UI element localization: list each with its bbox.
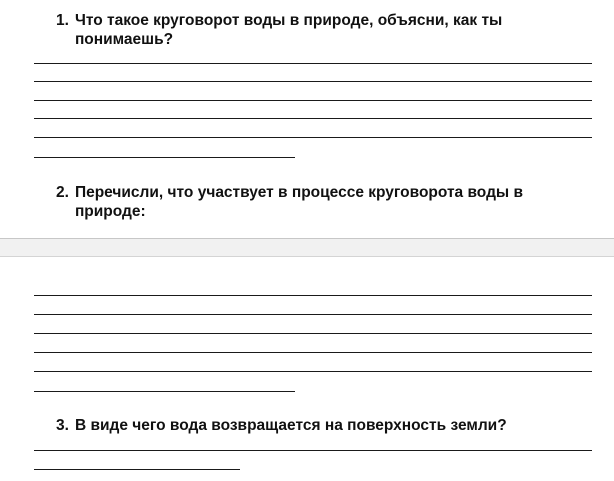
question-number: 3. bbox=[56, 417, 69, 434]
answer-line[interactable] bbox=[34, 469, 240, 470]
answer-line[interactable] bbox=[34, 391, 295, 392]
answer-line[interactable] bbox=[34, 157, 295, 158]
question-text: В виде чего вода возвращается на поверхность земли? bbox=[74, 417, 507, 434]
answer-line[interactable] bbox=[34, 100, 592, 101]
answer-line[interactable] bbox=[34, 450, 592, 451]
question-number: 2. bbox=[56, 184, 69, 201]
answer-line[interactable] bbox=[34, 118, 592, 119]
question-text: Что такое круговорот воды в природе, объясни, как ты понимаешь? bbox=[74, 12, 503, 48]
question-3 bbox=[56, 416, 586, 435]
question-1 bbox=[56, 11, 586, 49]
answer-line[interactable] bbox=[34, 352, 592, 353]
answer-line[interactable] bbox=[34, 81, 592, 82]
answer-line[interactable] bbox=[34, 63, 592, 64]
page-break bbox=[0, 238, 614, 257]
question-number: 1. bbox=[56, 12, 69, 29]
answer-line[interactable] bbox=[34, 371, 592, 372]
answer-line[interactable] bbox=[34, 314, 592, 315]
answer-line[interactable] bbox=[34, 295, 592, 296]
question-text: Перечисли, что участвует в процессе круговорота воды в природе: bbox=[74, 184, 523, 220]
answer-line[interactable] bbox=[34, 137, 592, 138]
question-2 bbox=[56, 183, 586, 221]
answer-line[interactable] bbox=[34, 333, 592, 334]
